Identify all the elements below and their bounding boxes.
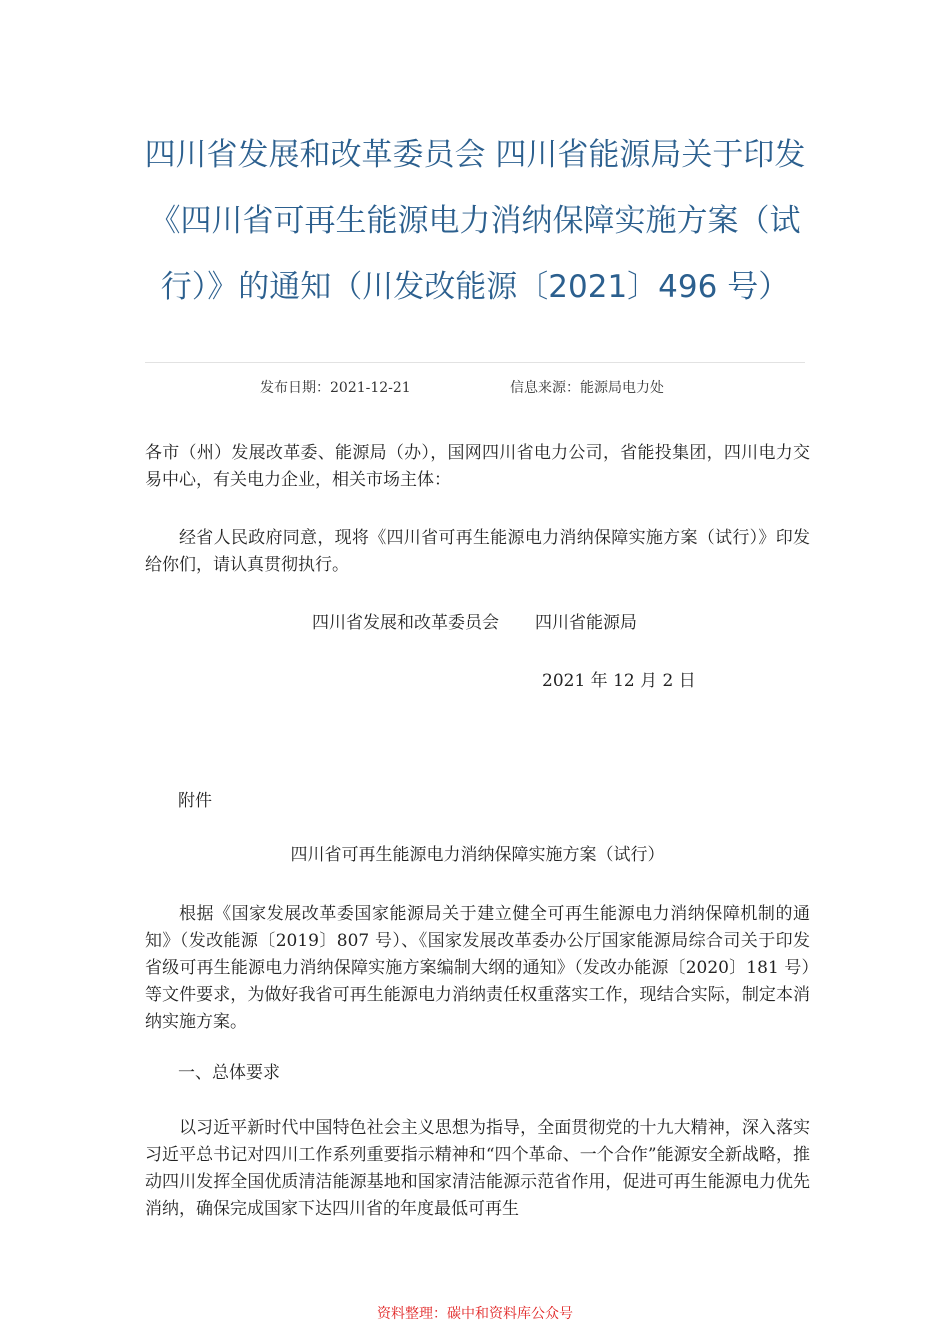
attachment-label: 附件 [178, 791, 212, 811]
title-line-2: 《四川省可再生能源电力消纳保障实施方案（试 [149, 203, 801, 239]
section-1-paragraph: 以习近平新时代中国特色社会主义思想为指导，全面贯彻党的十九大精神，深入落实习近平总书记对四川工作系列重要指示精神和“四个革命、一个合作”能源安全新战略，推动四川发挥全国优质清洁能源基地和国家清洁能源示范省作用，促进可再生能源电力优先消纳，确保完成国家下达四川省的年度最低可再生 [145, 1118, 810, 1219]
title-divider [145, 362, 805, 363]
document-title [130, 122, 820, 320]
signature-date: 2021 年 12 月 2 日 [542, 671, 696, 691]
publish-date: 发布日期：2021-12-21 [260, 380, 411, 396]
section-1-heading: 一、总体要求 [178, 1063, 280, 1083]
info-source: 信息来源：能源局电力处 [510, 380, 664, 396]
attachment-title: 四川省可再生能源电力消纳保障实施方案（试行） [290, 845, 665, 865]
title-line-1: 四川省发展和改革委员会 四川省能源局关于印发 [144, 137, 806, 173]
signer-energy-bureau: 四川省能源局 [535, 613, 637, 633]
basis-paragraph: 根据《国家发展改革委国家能源局关于建立健全可再生能源电力消纳保障机制的通知》（发改能源〔2019〕807 号）、《国家发展改革委办公厅国家能源局综合司关于印发省级可再生能源电力消纳保障实施方案编制大纲的通知》（发改办能源〔2020〕181 号）等文件要求，为做好我省可再生能源电力消纳责任权重落实工作，现结合实际，制定本消纳实施方案。 [145, 904, 810, 1032]
title-line-3: 行）》的通知（川发改能源〔2021〕496 号） [160, 269, 790, 305]
signer-ndrc: 四川省发展和改革委员会 [312, 613, 499, 633]
footer-note: 资料整理：碳中和资料库公众号 [377, 1306, 573, 1322]
signers [312, 608, 637, 633]
intro-paragraph: 经省人民政府同意，现将《四川省可再生能源电力消纳保障实施方案（试行）》印发给你们，请认真贯彻执行。 [145, 528, 810, 575]
recipients-paragraph: 各市（州）发展改革委、能源局（办），国网四川省电力公司，省能投集团，四川电力交易中心，有关电力企业，相关市场主体： [145, 443, 810, 490]
